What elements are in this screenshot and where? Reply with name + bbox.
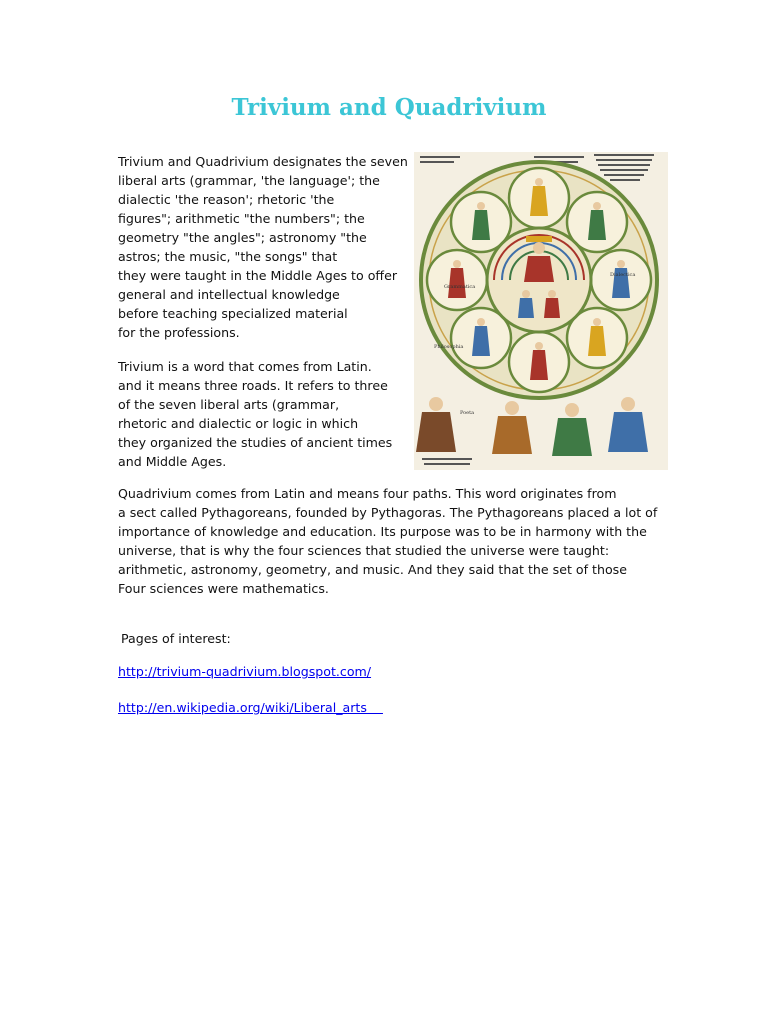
- text-line: for the professions.: [118, 325, 240, 340]
- text-line: arithmetic, astronomy, geometry, and music. And they said that the set of those: [118, 562, 627, 577]
- liberal-arts-wheel-svg: [414, 152, 668, 470]
- text-line: before teaching specialized material: [118, 306, 348, 321]
- page-title: Trivium and Quadrivium: [231, 94, 547, 121]
- link-wikipedia-liberal-arts[interactable]: http://en.wikipedia.org/wiki/Liberal_arts: [118, 700, 383, 715]
- text-line: universe, that is why the four sciences that studied the universe were taught:: [118, 543, 610, 558]
- text-line: figures"; arithmetic "the numbers"; the: [118, 211, 365, 226]
- paragraph-intro: [118, 152, 418, 342]
- text-line: they organized the studies of ancient times: [118, 435, 393, 450]
- text-line: liberal arts (grammar, 'the language'; the: [118, 173, 380, 188]
- text-line: general and intellectual knowledge: [118, 287, 340, 302]
- liberal-arts-illustration: [414, 152, 668, 470]
- text-line: rhetoric and dialectic or logic in which: [118, 416, 359, 431]
- label-philosophia: Philosophia: [434, 344, 464, 350]
- text-line: and Middle Ages.: [118, 454, 227, 469]
- label-poeta: Poeta: [460, 410, 475, 416]
- label-grammatica: Grammatica: [444, 284, 476, 290]
- text-line: and it means three roads. It refers to three: [118, 378, 388, 393]
- label-dialectica: Dialectica: [610, 272, 636, 278]
- paragraph-trivium: [118, 357, 418, 471]
- paragraph-quadrivium: [118, 484, 678, 598]
- link-trivium-blog[interactable]: http://trivium-quadrivium.blogspot.com/: [118, 664, 372, 679]
- text-line: Trivium is a word that comes from Latin.: [118, 359, 372, 374]
- text-line: a sect called Pythagoreans, founded by Pythagoras. The Pythagoreans placed a lot of: [118, 505, 658, 520]
- text-line: they were taught in the Middle Ages to offer: [118, 268, 398, 283]
- text-line: astros; the music, "the songs" that: [118, 249, 338, 264]
- text-line: Trivium and Quadrivium designates the seven: [118, 154, 408, 169]
- text-line: geometry "the angles"; astronomy "the: [118, 230, 367, 245]
- text-line: importance of knowledge and education. Its purpose was to be in harmony with the: [118, 524, 647, 539]
- text-line: Quadrivium comes from Latin and means four paths. This word originates from: [118, 486, 617, 501]
- pages-of-interest-label: Pages of interest:: [121, 631, 231, 646]
- text-line: dialectic 'the reason'; rhetoric 'the: [118, 192, 335, 207]
- text-line: of the seven liberal arts (grammar,: [118, 397, 340, 412]
- text-line: Four sciences were mathematics.: [118, 581, 329, 596]
